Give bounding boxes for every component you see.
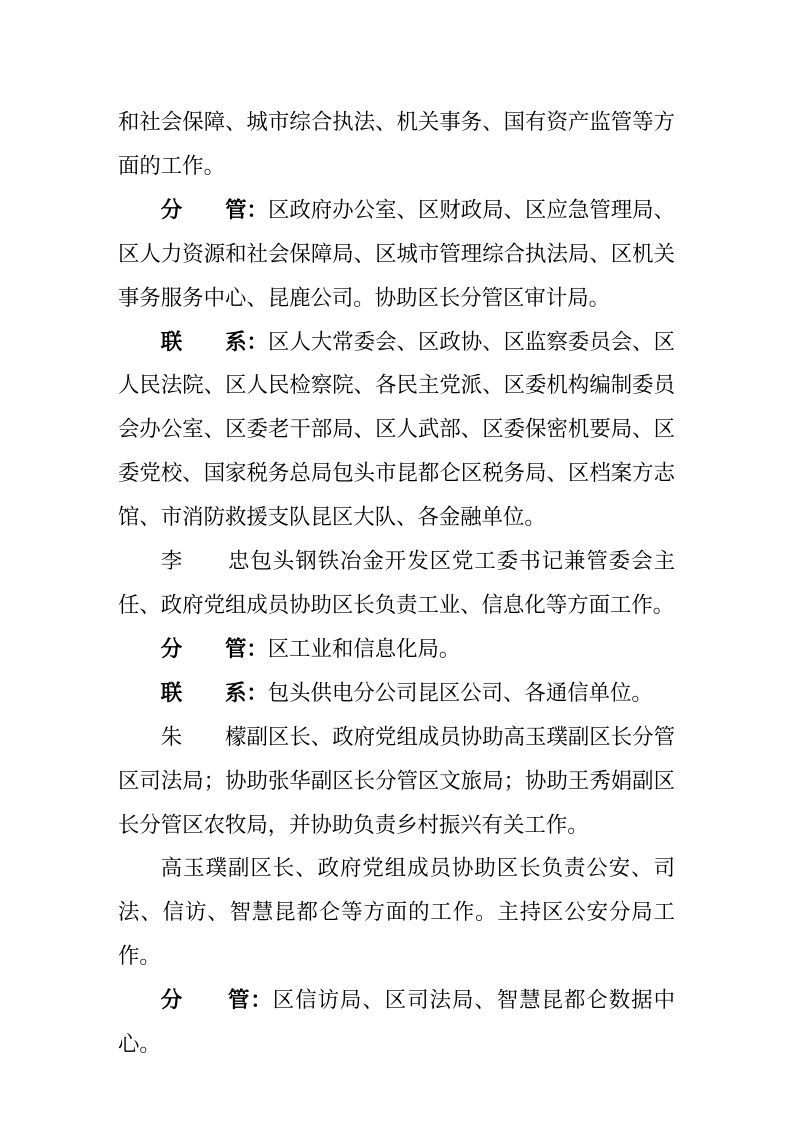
paragraph [118,672,675,716]
section-label: 联 系： [160,329,268,354]
text-run: 区工业和信息化局。 [267,636,461,661]
text-run: 包头钢铁冶金开发区党工委书记兼管委会主任、政府党组成员协助区长负责工业、信息化等方面工作。 [118,549,675,617]
text-run: 区人大常委会、区政协、区监察委员会、区人民法院、区人民检察院、各民主党派、区委机构编制委员会办公室、区委老干部局、区人武部、区委保密机要局、区委党校、国家税务总局包头市昆都仑区税务局、区档案方志馆、市消防救援支队昆区大队、各金融单位。 [118,329,675,530]
text-run: 副区长、政府党组成员协助区长负责公安、司法、信访、智慧昆都仑等方面的工作。主持区公安分局工作。 [118,856,675,969]
section-label: 分 管： [160,988,273,1013]
paragraph [118,847,675,979]
paragraph [118,716,675,848]
paragraph [118,540,675,628]
section-label: 分 管： [160,197,268,222]
text-run: 李 忠 [160,549,251,574]
paragraph [118,101,675,189]
document-body [118,101,675,1067]
text-run: 区信访局、区司法局、智慧昆都仑数据中心。 [118,988,675,1057]
text-run: 高玉璞 [160,856,228,881]
paragraph [118,628,675,672]
paragraph [118,321,675,541]
paragraph [118,189,675,321]
text-run: 包头供电分公司昆区公司、各通信单位。 [267,680,653,705]
text-run: 区政府办公室、区财政局、区应急管理局、区人力资源和社会保障局、区城市管理综合执法局、区机关事务服务中心、昆鹿公司。协助区长分管区审计局。 [118,197,675,310]
section-label: 分 管： [160,636,268,661]
text-run: 副区长、政府党组成员协助高玉璞副区长分管区司法局；协助张华副区长分管区文旅局；协助王秀娟副区长分管区农牧局，并协助负责乡村振兴有关工作。 [118,724,675,837]
paragraph [118,979,675,1067]
text-run: 和社会保障、城市综合执法、机关事务、国有资产监管等方面的工作。 [118,110,675,178]
section-label: 联 系： [160,680,268,705]
text-run: 朱 檬 [160,724,247,749]
